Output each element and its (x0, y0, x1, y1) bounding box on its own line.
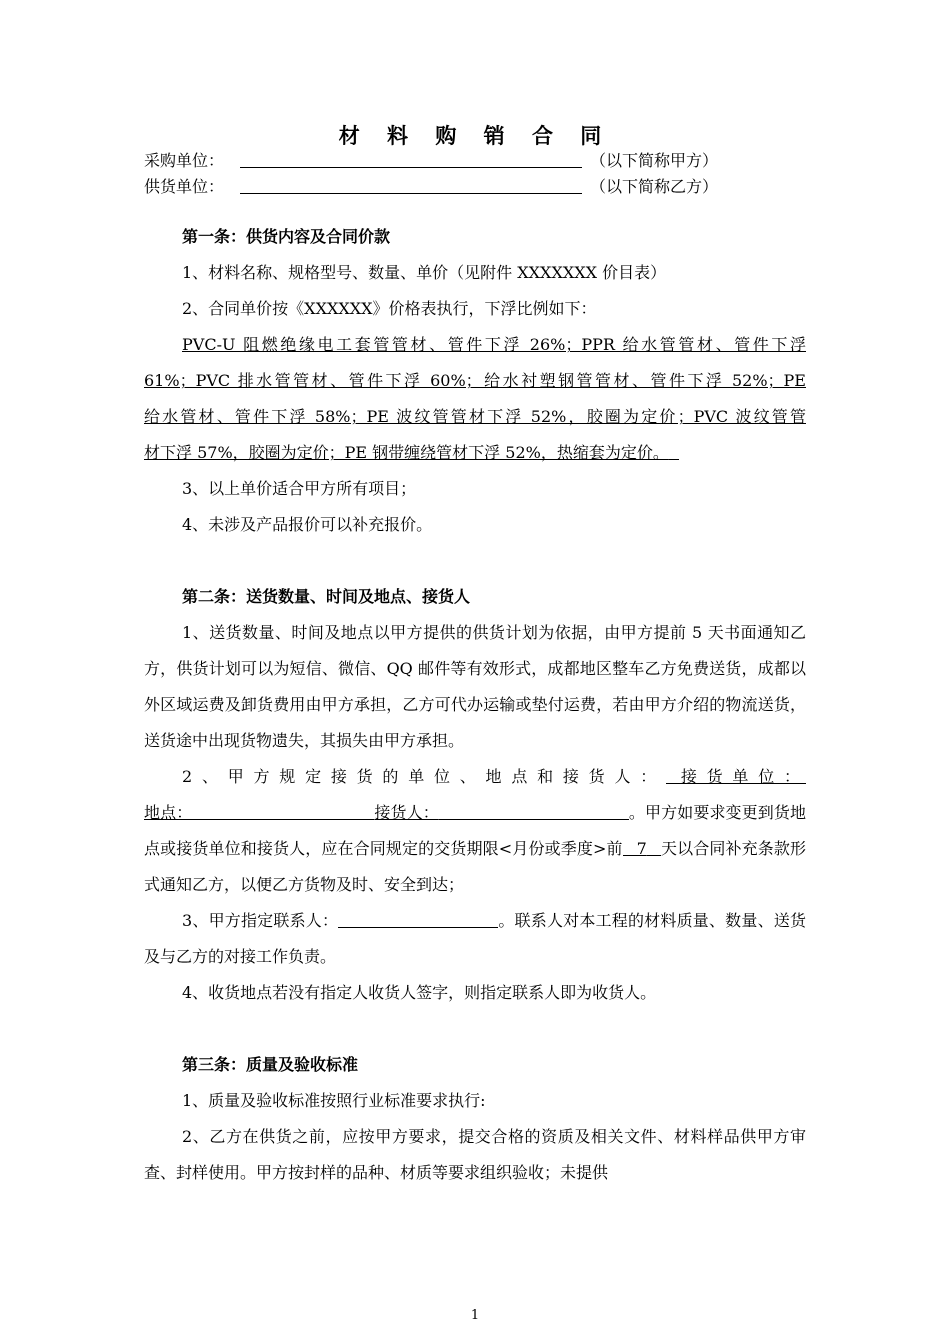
article3-item2: 2、乙方在供货之前，应按甲方要求，提交合格的资质及相关文件、材料样品供甲方审查、封样使用。甲方按封样的品种、材质等要求组织验收；未提供 (144, 1127, 806, 1182)
receiving-place-label: 地点： (144, 803, 193, 822)
seller-label: 供货单位： (144, 177, 225, 196)
seller-blank (240, 175, 582, 194)
article2-item3 (144, 903, 806, 975)
article2-item4: 4、收货地点若没有指定人收货人签字，则指定联系人即为收货人。 (182, 983, 657, 1002)
receiver-blank (439, 801, 629, 820)
change-notice: 。甲方如要求变更到货地点或接货单位和接货人，应在合同规定的交货期限<月份或季度>前 (144, 803, 806, 858)
contact-blank (338, 909, 498, 928)
article1-heading: 第一条：供货内容及合同价款 (182, 227, 391, 246)
article2-item2-rest (144, 795, 806, 903)
buyer-label: 采购单位： (144, 151, 225, 170)
seller-line (144, 175, 824, 199)
article1-item4: 4、未涉及产品报价可以补充报价。 (182, 515, 433, 534)
receiving-unit-label: 接货单位： (666, 767, 806, 786)
discount-line: 61%；PVC 排水管管材、管件下浮 60%；给水衬塑钢管管材、管件下浮 52%；PE (144, 371, 806, 390)
article3-heading: 第三条：质量及验收标准 (182, 1055, 359, 1074)
article2-item2-line1 (144, 759, 806, 795)
seller-note: （以下简称乙方） (590, 177, 719, 196)
article3-item1: 1、质量及验收标准按照行业标准要求执行: (182, 1091, 486, 1110)
contract-body (144, 219, 806, 1191)
document-title: 材 料 购 销 合 同 (338, 123, 612, 148)
article1-item3: 3、以上单价适合甲方所有项目； (182, 479, 417, 498)
notice-days: 7 (636, 839, 647, 858)
buyer-note: （以下简称甲方） (590, 151, 719, 170)
article1-item1: 1、材料名称、规格型号、数量、单价（见附件 XXXXXXX 价目表） (182, 263, 667, 282)
buyer-blank (240, 149, 582, 168)
change-notice-tail: 天以合同补充条款形式通知乙方，以便乙方货物及时、安全到达； (144, 839, 806, 894)
discount-line: PVC-U 阻燃绝缘电工套管管材、管件下浮 26%；PPR 给水管管材、管件下浮 (182, 335, 806, 354)
receiver-label: 接货人： (374, 803, 439, 822)
contact-lead: 3、甲方指定联系人： (182, 911, 339, 930)
page-number: 1 (470, 1308, 480, 1323)
buyer-line (144, 149, 824, 173)
receiving-place-blank (192, 801, 374, 820)
article2-heading: 第二条：送货数量、时间及地点、接货人 (182, 587, 471, 606)
contact-tail: 。联系人对本工程的材料质量、数量、送货及与乙方的对接工作负责。 (144, 911, 806, 966)
article2-item1: 1、送货数量、时间及地点以甲方提供的供货计划为依据，由甲方提前 5 天书面通知乙方，供货计划可以为短信、微信、QQ 邮件等有效形式，成都地区整车乙方免费送货，成都以外区域运费及卸货费用由甲方承担，乙方可代办运输或垫付运费，若由甲方介绍的物流送货，送货途中出现货物遗失，其损失由甲方承担。 (144, 623, 806, 750)
article1-item2: 2、合同单价按《XXXXXX》价格表执行，下浮比例如下： (182, 299, 597, 318)
discount-line: 给水管材、管件下浮 58%；PE 波纹管管材下浮 52%，胶圈为定价；PVC 波纹管管 (144, 407, 806, 426)
discount-line: 材下浮 57%，胶圈为定价；PE 钢带缠绕管材下浮 52%，热缩套为定价。 (144, 443, 669, 462)
receiving-lead: 2、甲方规定接货的单位、地点和接货人： (182, 767, 666, 786)
discount-line-last (144, 435, 806, 471)
